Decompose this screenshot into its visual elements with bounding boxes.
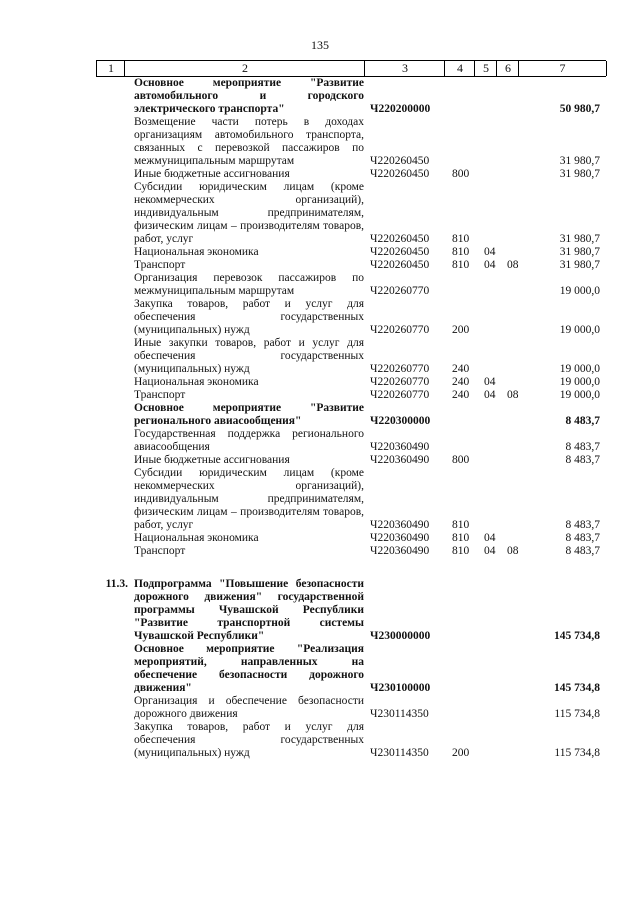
row-amount: 31 980,7 xyxy=(559,233,600,245)
row-section: 04 xyxy=(484,532,496,544)
row-code: Ч220360490 xyxy=(370,519,430,531)
table-row xyxy=(0,376,640,389)
header-col-5: 5 xyxy=(474,61,497,76)
row-section: 04 xyxy=(484,246,496,258)
row-code: Ч220260770 xyxy=(370,389,430,401)
row-amount: 19 000,0 xyxy=(559,324,600,336)
table-row xyxy=(0,77,640,116)
row-name: Иные бюджетные ассигнования xyxy=(134,454,290,466)
row-code: Ч220200000 xyxy=(370,103,431,115)
row-name: Транспорт xyxy=(134,545,186,557)
row-amount: 31 980,7 xyxy=(559,246,600,258)
row-number: 11.3. xyxy=(105,578,128,590)
row-section: 04 xyxy=(484,259,496,271)
row-name: Государственная поддержка регионального авиасообщения xyxy=(134,428,364,453)
row-amount: 145 734,8 xyxy=(554,630,600,642)
row-expense-type: 200 xyxy=(452,324,470,336)
budget-table-body xyxy=(0,77,640,760)
row-name: Основное мероприятие "Развитие автомобильного и городского электрического транспорта" xyxy=(134,77,364,115)
table-row xyxy=(0,389,640,402)
table-row xyxy=(0,298,640,337)
row-amount: 8 483,7 xyxy=(565,441,600,453)
row-expense-type: 240 xyxy=(452,376,470,388)
row-code: Ч220260450 xyxy=(370,259,430,271)
table-row xyxy=(0,532,640,545)
row-name: Организация перевозок пассажиров по межмуниципальным маршрутам xyxy=(134,272,364,297)
table-row xyxy=(0,337,640,376)
header-col-1: 1 xyxy=(96,61,125,76)
row-amount: 50 980,7 xyxy=(559,103,600,115)
row-name: Основное мероприятие "Реализация мероприятий, направленных на обеспечение безопасности дорожного движения" xyxy=(134,643,364,694)
row-subsection: 08 xyxy=(507,259,519,271)
row-code: Ч220260770 xyxy=(370,285,430,297)
row-name: Возмещение части потерь в доходах организациям автомобильного транспорта, связанных с перевозкой пассажиров по межмуниципальным маршрутам xyxy=(134,116,364,167)
row-expense-type: 240 xyxy=(452,389,470,401)
row-expense-type: 810 xyxy=(452,259,470,271)
row-name: Транспорт xyxy=(134,389,186,401)
row-name: Национальная экономика xyxy=(134,376,259,388)
row-section: 04 xyxy=(484,376,496,388)
table-row xyxy=(0,259,640,272)
row-amount: 19 000,0 xyxy=(559,285,600,297)
row-amount: 19 000,0 xyxy=(559,376,600,388)
row-expense-type: 800 xyxy=(452,454,470,466)
table-row xyxy=(0,643,640,695)
row-name: Иные закупки товаров, работ и услуг для обеспечения государственных (муниципальных) нужд xyxy=(134,337,364,375)
row-expense-type: 240 xyxy=(452,363,470,375)
row-name: Национальная экономика xyxy=(134,246,259,258)
table-row xyxy=(0,402,640,428)
row-name: Субсидии юридическим лицам (кроме некоммерческих организаций), индивидуальным предпринимателям, физическим лицам – производителям товаров, работ, услуг xyxy=(134,181,364,245)
table-header xyxy=(96,60,606,77)
table-row xyxy=(0,454,640,467)
row-name: Организация и обеспечение безопасности дорожного движения xyxy=(134,695,364,720)
row-code: Ч230114350 xyxy=(370,708,429,720)
row-code: Ч220260450 xyxy=(370,233,430,245)
header-col-4: 4 xyxy=(444,61,475,76)
row-expense-type: 200 xyxy=(452,747,470,759)
row-code: Ч220260770 xyxy=(370,363,430,375)
table-row xyxy=(0,558,640,643)
row-amount: 8 483,7 xyxy=(565,415,600,427)
table-row xyxy=(0,721,640,760)
row-expense-type: 810 xyxy=(452,233,470,245)
row-amount: 8 483,7 xyxy=(565,545,600,557)
table-row xyxy=(0,168,640,181)
row-name: Закупка товаров, работ и услуг для обеспечения государственных (муниципальных) нужд xyxy=(134,721,364,759)
row-code: Ч220260450 xyxy=(370,155,430,167)
row-name: Основное мероприятие "Развитие регионального авиасообщения" xyxy=(134,402,364,427)
row-amount: 31 980,7 xyxy=(559,155,600,167)
row-name: Субсидии юридическим лицам (кроме некоммерческих организаций), индивидуальным предпринимателям, физическим лицам – производителям товаров, работ, услуг xyxy=(134,467,364,531)
row-amount: 145 734,8 xyxy=(554,682,600,694)
table-row xyxy=(0,272,640,298)
row-code: Ч220260450 xyxy=(370,168,430,180)
table-row xyxy=(0,181,640,246)
row-amount: 8 483,7 xyxy=(565,454,600,466)
row-subsection: 08 xyxy=(507,389,519,401)
row-amount: 115 734,8 xyxy=(554,747,600,759)
row-code: Ч220360490 xyxy=(370,545,430,557)
row-section: 04 xyxy=(484,389,496,401)
row-code: Ч230114350 xyxy=(370,747,429,759)
row-name: Транспорт xyxy=(134,259,186,271)
row-amount: 31 980,7 xyxy=(559,259,600,271)
row-expense-type: 810 xyxy=(452,246,470,258)
table-row xyxy=(0,695,640,721)
table-row xyxy=(0,545,640,558)
table-row xyxy=(0,467,640,532)
row-code: Ч230100000 xyxy=(370,682,431,694)
row-code: Ч220260770 xyxy=(370,324,430,336)
page-number: 135 xyxy=(311,38,329,52)
row-code: Ч220260770 xyxy=(370,376,430,388)
table-row xyxy=(0,246,640,259)
row-name: Подпрограмма "Повышение безопасности дорожного движения" государственной программы Чувашской Республики "Развитие транспортной системы Чувашской Республики" xyxy=(134,578,364,642)
row-subsection: 08 xyxy=(507,545,519,557)
row-code: Ч220360490 xyxy=(370,532,430,544)
row-name: Закупка товаров, работ и услуг для обеспечения государственных (муниципальных) нужд xyxy=(134,298,364,336)
row-code: Ч220260450 xyxy=(370,246,430,258)
row-amount: 115 734,8 xyxy=(554,708,600,720)
row-code: Ч230000000 xyxy=(370,630,431,642)
header-col-2: 2 xyxy=(124,61,365,76)
table-row xyxy=(0,116,640,168)
row-expense-type: 810 xyxy=(452,519,470,531)
row-expense-type: 810 xyxy=(452,532,470,544)
row-amount: 19 000,0 xyxy=(559,363,600,375)
row-expense-type: 810 xyxy=(452,545,470,557)
row-amount: 8 483,7 xyxy=(565,519,600,531)
row-amount: 19 000,0 xyxy=(559,389,600,401)
row-code: Ч220360490 xyxy=(370,441,430,453)
header-col-3: 3 xyxy=(364,61,445,76)
row-code: Ч220300000 xyxy=(370,415,431,427)
header-col-6: 6 xyxy=(496,61,519,76)
row-section: 04 xyxy=(484,545,496,557)
row-amount: 31 980,7 xyxy=(559,168,600,180)
row-expense-type: 800 xyxy=(452,168,470,180)
table-row xyxy=(0,428,640,454)
row-code: Ч220360490 xyxy=(370,454,430,466)
header-col-7: 7 xyxy=(518,61,607,76)
row-name: Иные бюджетные ассигнования xyxy=(134,168,290,180)
row-amount: 8 483,7 xyxy=(565,532,600,544)
row-name: Национальная экономика xyxy=(134,532,259,544)
